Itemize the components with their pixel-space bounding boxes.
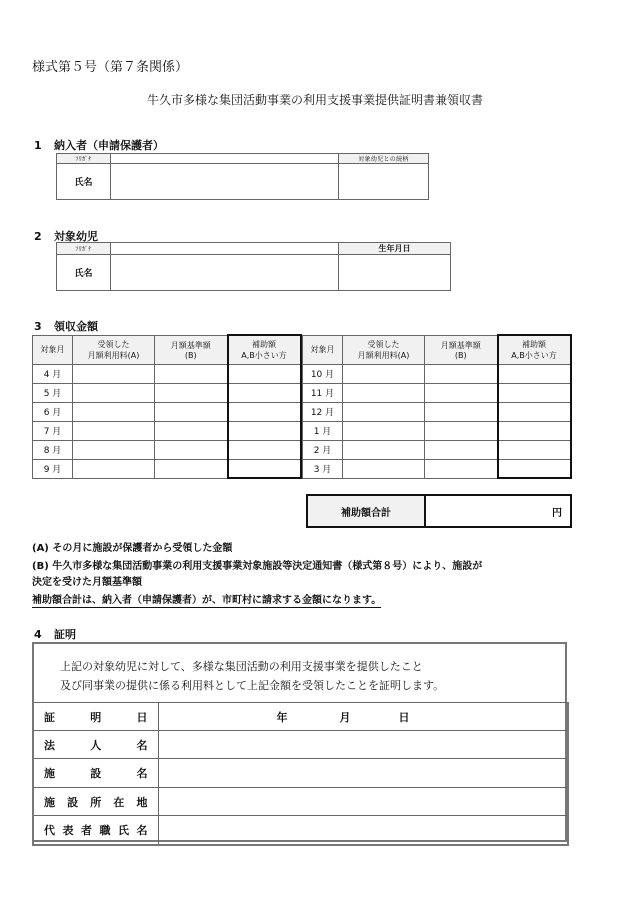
table-row	[303, 440, 571, 459]
total-amount-field[interactable]	[425, 495, 571, 527]
facility-address-field[interactable]	[158, 788, 568, 816]
certification-statement: 上記の対象幼児に対して、多様な集団活動の利用支援事業を提供したこと 及び同事業の提供に係る利用料として上記金額を受領したことを証明します。	[60, 660, 445, 692]
cert-date-label: 証 明 日	[33, 703, 158, 731]
subsidy-cell[interactable]	[228, 402, 301, 421]
month-label: 10 月	[303, 364, 343, 383]
table-row	[303, 364, 571, 383]
month-label: 2 月	[303, 440, 343, 459]
child-furigana-field[interactable]	[111, 243, 339, 255]
col-fee-header: 受領した 月額利用料(A)	[343, 335, 425, 364]
facility-address-label: 施 設 所 在 地	[33, 788, 158, 816]
fee-cell[interactable]	[73, 440, 155, 459]
base-cell[interactable]	[425, 421, 498, 440]
table-row	[303, 421, 571, 440]
base-cell[interactable]	[155, 364, 228, 383]
subsidy-cell[interactable]	[498, 459, 571, 478]
month-label: 9 月	[33, 459, 73, 478]
fee-cell[interactable]	[343, 383, 425, 402]
col-month-header: 対象月	[303, 335, 343, 364]
col-month-header: 対象月	[33, 335, 73, 364]
child-table	[56, 242, 451, 291]
col-fee-header: 受領した 月額利用料(A)	[73, 335, 155, 364]
payer-name-label: 氏名	[57, 164, 111, 200]
form-number: 様式第５号（第７条関係）	[32, 60, 189, 75]
subsidy-cell[interactable]	[228, 383, 301, 402]
col-base-header: 月額基準額 (B)	[155, 335, 228, 364]
fee-cell[interactable]	[343, 364, 425, 383]
yen-unit: 円	[552, 507, 562, 519]
subsidy-cell[interactable]	[228, 421, 301, 440]
table-row	[33, 440, 301, 459]
fee-cell[interactable]	[343, 402, 425, 421]
fee-table-right	[302, 334, 572, 479]
base-cell[interactable]	[155, 402, 228, 421]
child-name-label: 氏名	[57, 255, 111, 291]
fee-cell[interactable]	[343, 440, 425, 459]
child-name-field[interactable]	[111, 255, 339, 291]
subsidy-cell[interactable]	[498, 440, 571, 459]
fee-cell[interactable]	[73, 402, 155, 421]
table-row	[303, 459, 571, 478]
col-subsidy-header: 補助額 A,B小さい方	[498, 335, 571, 364]
note-a: (A) その月に施設が保護者から受領した金額	[32, 543, 233, 554]
col-subsidy-header: 補助額 A,B小さい方	[228, 335, 301, 364]
payer-name-field[interactable]	[111, 164, 339, 200]
payer-table	[56, 153, 429, 200]
section4-heading: 4 証明	[34, 628, 76, 641]
month-label: 12 月	[303, 402, 343, 421]
total-label: 補助額合計	[307, 495, 425, 527]
base-cell[interactable]	[155, 459, 228, 478]
furigana-label: ﾌﾘｶﾞﾅ	[57, 154, 111, 164]
subsidy-cell[interactable]	[498, 421, 571, 440]
table-row	[303, 383, 571, 402]
base-cell[interactable]	[425, 402, 498, 421]
facility-name-label: 施 設 名	[33, 759, 158, 788]
table-row	[33, 364, 301, 383]
section1-heading: 1 納入者（申請保護者）	[34, 139, 164, 152]
month-label: 1 月	[303, 421, 343, 440]
note-emphasis: 補助額合計は、納入者（申請保護者）が、市町村に請求する金額になります。	[32, 591, 381, 608]
col-base-header: 月額基準額 (B)	[425, 335, 498, 364]
fee-table-left	[32, 334, 302, 479]
base-cell[interactable]	[155, 440, 228, 459]
subsidy-cell[interactable]	[228, 364, 301, 383]
fee-cell[interactable]	[73, 459, 155, 478]
month-label: 6 月	[33, 402, 73, 421]
month-label: 7 月	[33, 421, 73, 440]
base-cell[interactable]	[155, 421, 228, 440]
base-cell[interactable]	[425, 383, 498, 402]
subsidy-cell[interactable]	[228, 440, 301, 459]
facility-name-field[interactable]	[158, 759, 568, 788]
representative-field[interactable]	[158, 816, 568, 845]
certification-table	[32, 702, 569, 846]
base-cell[interactable]	[425, 459, 498, 478]
section3-heading: 3 領収金額	[34, 320, 98, 333]
table-row	[303, 402, 571, 421]
month-label: 11 月	[303, 383, 343, 402]
fee-cell[interactable]	[343, 421, 425, 440]
fee-cell[interactable]	[73, 421, 155, 440]
birth-field[interactable]	[339, 255, 451, 291]
subsidy-cell[interactable]	[498, 364, 571, 383]
base-cell[interactable]	[425, 440, 498, 459]
note-b-line1: (B) 牛久市多様な集団活動事業の利用支援事業対象施設等決定通知書（様式第８号）により、施設が	[32, 561, 483, 572]
fee-cell[interactable]	[73, 383, 155, 402]
month-label: 3 月	[303, 459, 343, 478]
document-title: 牛久市多様な集団活動事業の利用支援事業提供証明書兼領収書	[146, 93, 483, 107]
child-furigana-label: ﾌﾘｶﾞﾅ	[57, 243, 111, 255]
section2-heading: 2 対象幼児	[34, 230, 98, 243]
representative-label: 代 表 者 職 氏 名	[33, 816, 158, 845]
month-label: 8 月	[33, 440, 73, 459]
fee-cell[interactable]	[73, 364, 155, 383]
subsidy-total-box	[306, 494, 572, 528]
relation-field[interactable]	[339, 164, 429, 200]
month-label: 4 月	[33, 364, 73, 383]
birth-label: 生年月日	[339, 243, 451, 255]
base-cell[interactable]	[425, 364, 498, 383]
payer-furigana-field[interactable]	[111, 154, 339, 164]
cert-date-field[interactable]: 年 月 日	[158, 703, 568, 731]
base-cell[interactable]	[155, 383, 228, 402]
note-b-line2: 決定を受けた月額基準額	[32, 577, 142, 588]
corporation-name-label: 法 人 名	[33, 731, 158, 759]
table-row	[33, 459, 301, 478]
subsidy-cell[interactable]	[498, 402, 571, 421]
table-row	[33, 383, 301, 402]
subsidy-cell[interactable]	[498, 383, 571, 402]
table-row	[33, 402, 301, 421]
fee-cell[interactable]	[343, 459, 425, 478]
month-label: 5 月	[33, 383, 73, 402]
subsidy-cell[interactable]	[228, 459, 301, 478]
table-row	[33, 421, 301, 440]
corporation-name-field[interactable]	[158, 731, 568, 759]
relation-label: 対象幼児との続柄	[339, 154, 429, 164]
